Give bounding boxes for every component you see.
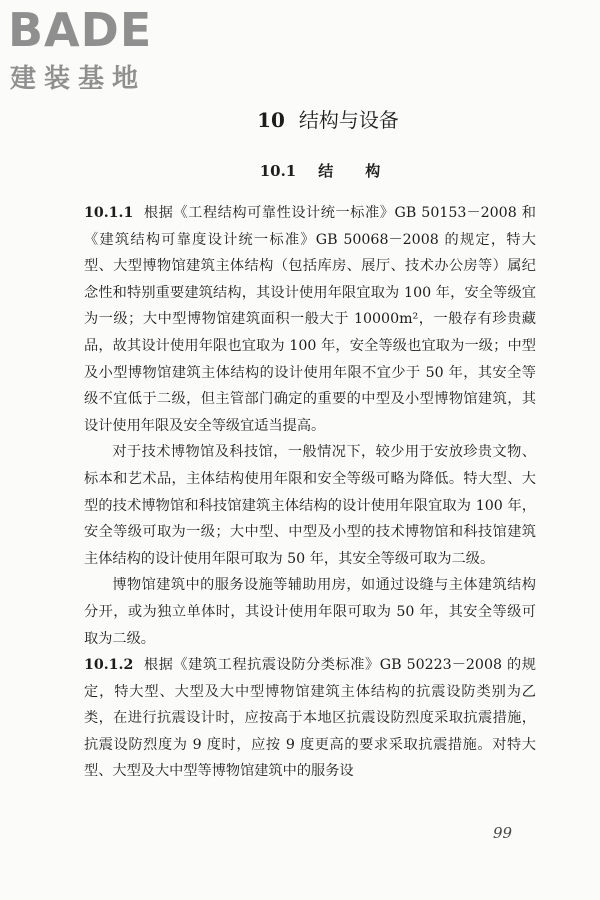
logo-wordmark: BADE <box>8 3 153 57</box>
clause-number: 10.1.2 <box>84 657 134 674</box>
paragraph-tech-museum: 对于技术博物馆及科技馆，一般情况下，较少用于安放珍贵文物、标本和艺术品，主体结构使用年限和安全等级可略为降低。特大型、大型的技术博物馆和科技馆建筑主体结构的设计使用年限宜取为 100 年，安全等级可取为一级；大中型、中型及小型的技术博物馆和科技馆建筑主体结构的设计使用年限可取为 50 年，其安全等级可取为二级。 <box>84 444 536 567</box>
section-name-part2: 构 <box>365 162 381 180</box>
chapter-title <box>0 106 600 134</box>
chapter-name: 结构与设备 <box>298 108 399 132</box>
clause-text: 根据《工程结构可靠性设计统一标准》GB 50153－2008 和《建筑结构可靠度设计统一标准》GB 50068－2008 的规定，特大型、大型博物馆建筑主体结构（包括库房、展厅、技术办公房等）属纪念性和特别重要建筑结构，其设计使用年限宜取为 100 年，安全等级宜为一级；大中型博物馆建筑面积一般大于 10000m²，一般存有珍贵藏品，故其设计使用年限也宜取为 100 年，安全等级也宜取为一级；中型及小型博物馆建筑主体结构的设计使用年限不宜少于 50 年，其安全等级不宜低于二级，但主管部门确定的重要的中型及小型博物馆建筑，其设计使用年限及安全等级宜适当提高。 <box>84 205 536 434</box>
clause-text: 根据《建筑工程抗震设防分类标准》GB 50223－2008 的规定，特大型、大型及大中型博物馆建筑主体结构的抗震设防类别为乙类，在进行抗震设计时，应按高于本地区抗震设防烈度采取抗震措施，抗震设防烈度为 9 度时，应按 9 度更高的要求采取抗震措施。对特大型、大型及大中型等博物馆建筑中的服务设 <box>84 657 536 780</box>
clause-number: 10.1.1 <box>84 205 134 221</box>
section-title <box>0 160 600 182</box>
logo-subtitle: 建装基地 <box>10 64 147 94</box>
clause-10-1-2 <box>84 652 536 785</box>
paragraph-service-facilities: 博物馆建筑中的服务设施等辅助用房，如通过设缝与主体建筑结构分开，或为独立单体时，其设计使用年限可取为 50 年，其安全等级可取为二级。 <box>84 577 536 647</box>
page-number: 99 <box>493 824 513 842</box>
body-text <box>84 200 536 785</box>
bade-logo <box>8 3 180 98</box>
clause-10-1-1 <box>84 200 536 439</box>
chapter-number: 10 <box>257 108 285 132</box>
section-number: 10.1 <box>259 162 297 180</box>
section-name-part1: 结 <box>318 162 334 180</box>
